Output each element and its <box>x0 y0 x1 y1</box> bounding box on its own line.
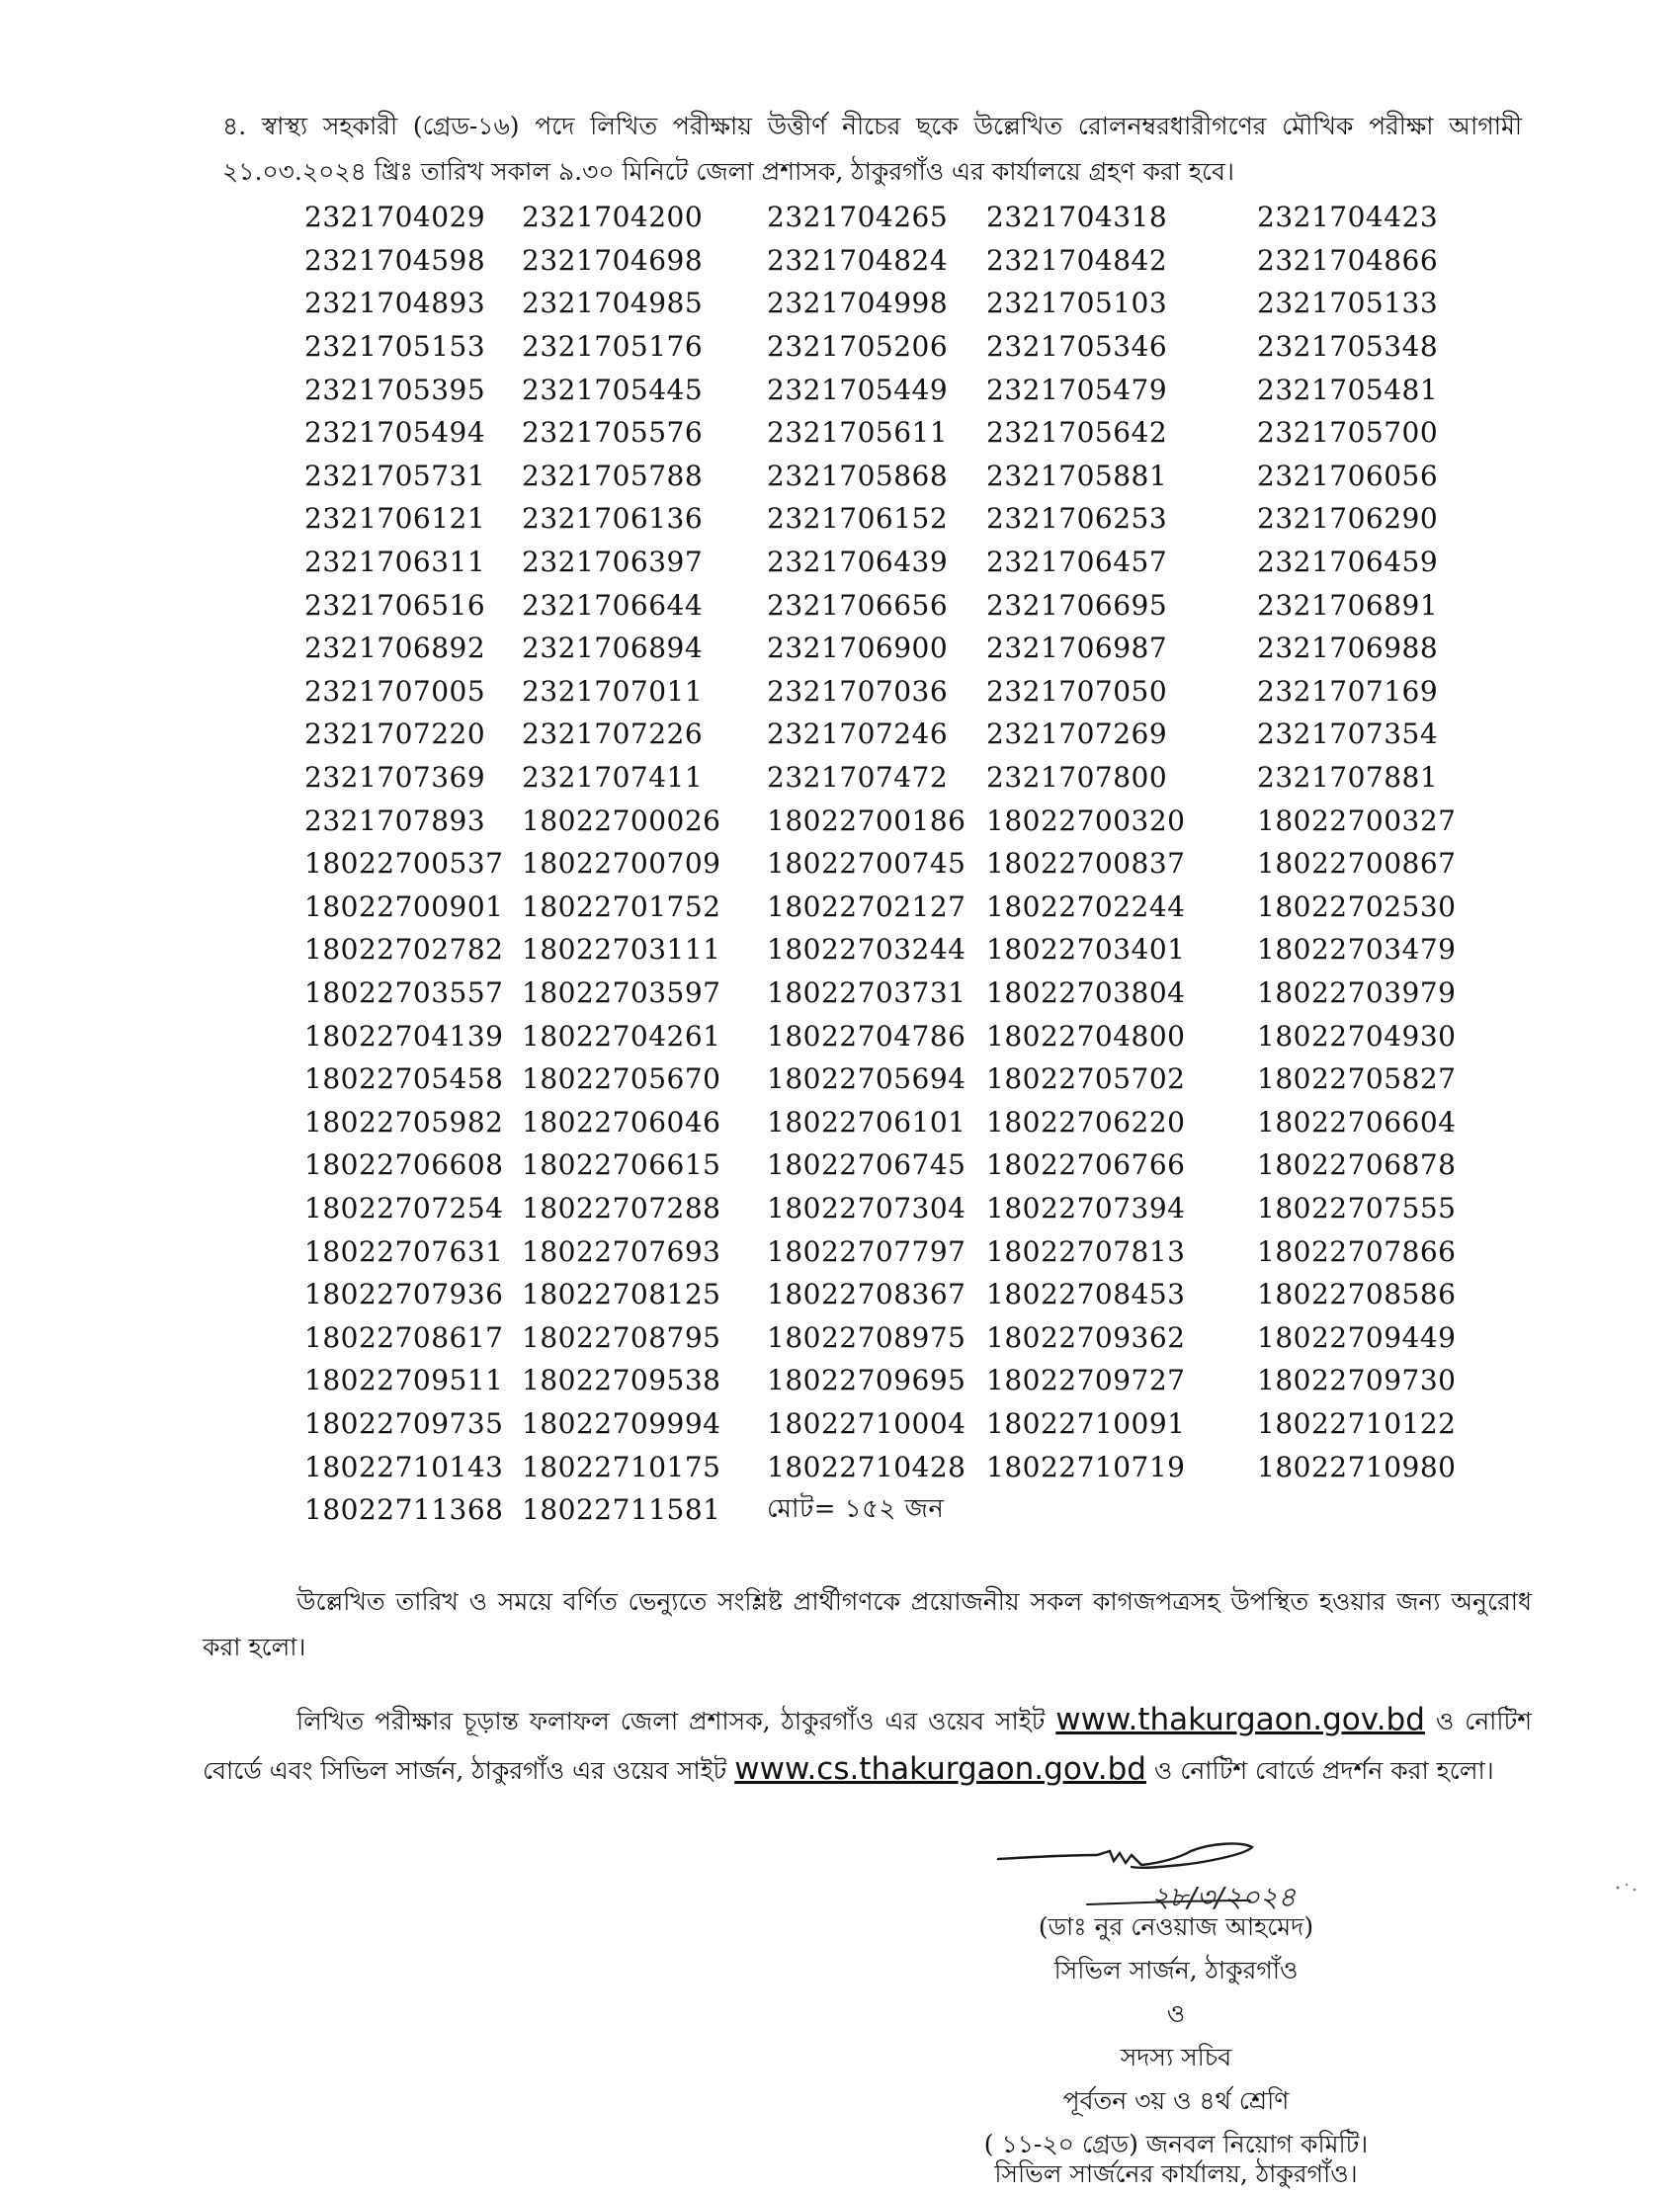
roll-number: 18022709994 <box>522 1406 721 1440</box>
roll-number: 18022702782 <box>304 933 504 967</box>
roll-number: 18022705694 <box>767 1062 966 1096</box>
roll-number: 2321705348 <box>1257 330 1439 364</box>
roll-number: 18022702244 <box>986 889 1186 923</box>
roll-number: 2321706056 <box>1257 459 1439 492</box>
roll-row <box>304 1229 1470 1273</box>
roll-number-table <box>304 196 1470 1531</box>
total-count: মোট= ১৫২ জন <box>767 1493 945 1524</box>
roll-number: 2321705449 <box>767 373 949 406</box>
roll-number: 2321706656 <box>767 588 949 622</box>
roll-row <box>304 325 1470 369</box>
roll-number: 2321705731 <box>304 459 486 492</box>
roll-number: 18022709362 <box>986 1320 1186 1354</box>
roll-number: 18022705670 <box>522 1062 721 1096</box>
roll-number: 2321705103 <box>986 287 1168 320</box>
roll-number: 18022700837 <box>986 847 1186 881</box>
roll-number: 18022711581 <box>522 1493 721 1527</box>
dc-website-link[interactable]: www.thakurgaon.gov.bd <box>1055 1702 1425 1737</box>
roll-number: 18022707693 <box>522 1234 721 1268</box>
cs-website-link[interactable]: www.cs.thakurgaon.gov.bd <box>734 1751 1146 1787</box>
roll-number: 2321706457 <box>986 546 1168 579</box>
roll-number: 2321706644 <box>522 588 704 622</box>
roll-number: 2321705481 <box>1257 373 1439 406</box>
roll-row <box>304 196 1470 239</box>
roll-number: 2321705206 <box>767 330 949 364</box>
roll-number: 2321704698 <box>522 243 704 277</box>
roll-number: 18022707254 <box>304 1191 504 1225</box>
roll-number: 18022705982 <box>304 1105 504 1139</box>
roll-number: 2321706152 <box>767 502 949 536</box>
roll-number: 18022708367 <box>767 1278 966 1311</box>
signature-block <box>909 1905 1443 2166</box>
roll-number: 18022703111 <box>522 933 721 967</box>
roll-number: 2321704029 <box>304 201 486 234</box>
roll-number: 2321705788 <box>522 459 704 492</box>
roll-number: 2321706891 <box>1257 588 1439 622</box>
roll-number: 18022708586 <box>1257 1278 1457 1311</box>
roll-number: 18022704930 <box>1257 1019 1457 1053</box>
roll-number: 18022700745 <box>767 847 966 881</box>
roll-number: 18022700709 <box>522 847 721 881</box>
roll-number: 18022710143 <box>304 1450 504 1483</box>
roll-row <box>304 842 1470 886</box>
roll-number: 18022707797 <box>767 1234 966 1268</box>
publish-paragraph <box>203 1696 1532 1795</box>
roll-number: 2321706121 <box>304 502 486 536</box>
roll-number: 2321707800 <box>986 761 1168 795</box>
roll-number: 2321706290 <box>1257 502 1439 536</box>
roll-number: 18022709449 <box>1257 1320 1457 1354</box>
roll-number: 18022708795 <box>522 1320 721 1354</box>
roll-number: 2321707220 <box>304 718 486 751</box>
roll-number: 2321705611 <box>767 416 949 450</box>
roll-number: 2321707246 <box>767 718 949 751</box>
roll-row <box>304 541 1470 584</box>
roll-number: 2321704866 <box>1257 243 1439 277</box>
roll-number: 2321705346 <box>986 330 1168 364</box>
roll-number: 18022700537 <box>304 847 504 881</box>
signature-date: ২৮/৩/২০২৪ <box>1151 1881 1297 1913</box>
roll-number: 18022706604 <box>1257 1105 1457 1139</box>
roll-number: 18022704139 <box>304 1019 504 1053</box>
roll-number: 2321706516 <box>304 588 486 622</box>
roll-number: 18022709695 <box>767 1364 966 1397</box>
office-line-cut-off: সিভিল সার্জনের কার্যালয়, ঠাকুরগাঁও। <box>994 2159 1358 2188</box>
roll-number: 18022703979 <box>1257 975 1457 1009</box>
roll-number: 2321707169 <box>1257 674 1439 708</box>
roll-number: 18022706878 <box>1257 1148 1457 1182</box>
roll-number: 18022703557 <box>304 975 504 1009</box>
roll-number: 18022706220 <box>986 1105 1186 1139</box>
roll-row <box>304 583 1470 627</box>
roll-number: 2321705494 <box>304 416 486 450</box>
roll-number: 18022700186 <box>767 803 966 837</box>
roll-row <box>304 411 1470 455</box>
roll-number: 2321706900 <box>767 632 949 665</box>
roll-number: 2321706892 <box>304 632 486 665</box>
roll-row <box>304 1100 1470 1143</box>
roll-row <box>304 1488 1470 1532</box>
roll-number: 18022707304 <box>767 1191 966 1225</box>
roll-number: 18022710004 <box>767 1406 966 1440</box>
roll-number: 18022710175 <box>522 1450 721 1483</box>
roll-row <box>304 1445 1470 1488</box>
roll-row <box>304 497 1470 541</box>
roll-number: 18022704786 <box>767 1019 966 1053</box>
roll-number: 18022706766 <box>986 1148 1186 1182</box>
roll-number: 2321704265 <box>767 201 949 234</box>
roll-number: 18022700026 <box>522 803 721 837</box>
roll-number: 18022707936 <box>304 1278 504 1311</box>
roll-number: 18022706608 <box>304 1148 504 1182</box>
roll-number: 18022708453 <box>986 1278 1186 1311</box>
roll-number: 18022700327 <box>1257 803 1457 837</box>
roll-number: 2321705445 <box>522 373 704 406</box>
roll-row <box>304 670 1470 714</box>
signatory-role: সদস্য সচিব <box>1120 2043 1232 2071</box>
roll-number: 2321704423 <box>1257 201 1439 234</box>
signatory-name: (ডাঃ নুর নেওয়াজ আহমেদ) <box>1038 1912 1314 1941</box>
roll-row <box>304 713 1470 756</box>
roll-number: 18022707866 <box>1257 1234 1457 1268</box>
roll-number: 2321706988 <box>1257 632 1439 665</box>
roll-number: 2321705479 <box>986 373 1168 406</box>
intro-paragraph: ৪. স্বাস্থ্য সহকারী (গ্রেড-১৬) পদে লিখিত পরীক্ষায় উত্তীর্ণ নীচের ছকে উল্লেখিত রোলনম্বরধারীগণের মৌখিক পরীক্ষা আগামী ২১.০৩.২০২৪ খ্রিঃ তারিখ সকাল ৯.৩০ মিনিটে জেলা প্রশাসক, ঠাকুরগাঁও এর কার্যালয়ে গ্রহণ করা হবে। <box>222 112 1522 186</box>
roll-number: 2321706253 <box>986 502 1168 536</box>
roll-number: 2321707354 <box>1257 718 1439 751</box>
roll-number: 2321705153 <box>304 330 486 364</box>
roll-number: 18022701752 <box>522 889 721 923</box>
roll-number: 18022707813 <box>986 1234 1186 1268</box>
roll-number: 2321704893 <box>304 287 486 320</box>
roll-number: 18022709511 <box>304 1364 504 1397</box>
roll-number: 2321706894 <box>522 632 704 665</box>
roll-number: 2321706311 <box>304 546 486 579</box>
roll-number: 18022708617 <box>304 1320 504 1354</box>
publish-text-1: লিখিত পরীক্ষার চূড়ান্ত ফলাফল জেলা প্রশাসক, ঠাকুরগাঁও এর ওয়েব সাইট <box>296 1707 1056 1735</box>
signatory-conjunction: ও <box>1166 1999 1186 2028</box>
publish-text-2: ও নোটিশ বোর্ডে এবং সিভিল সার্জন, ঠাকুরগাঁও এর ওয়েব সাইট <box>203 1707 1532 1785</box>
roll-number: 2321706459 <box>1257 546 1439 579</box>
roll-number: 18022709730 <box>1257 1364 1457 1397</box>
roll-row <box>304 1402 1470 1446</box>
roll-row <box>304 1057 1470 1101</box>
roll-number: 2321704842 <box>986 243 1168 277</box>
roll-number: 2321705868 <box>767 459 949 492</box>
roll-number: 18022700867 <box>1257 847 1457 881</box>
roll-number: 18022700320 <box>986 803 1186 837</box>
roll-number: 2321704200 <box>522 201 704 234</box>
roll-number: 18022709538 <box>522 1364 721 1397</box>
roll-number: 18022707631 <box>304 1234 504 1268</box>
roll-number: 18022710091 <box>986 1406 1186 1440</box>
roll-row <box>304 1143 1470 1187</box>
roll-number: 2321705700 <box>1257 416 1439 450</box>
roll-number: 18022711368 <box>304 1493 504 1527</box>
committee-line-1: পূর্বতন ৩য় ও ৪র্থ শ্রেণি <box>1062 2086 1290 2115</box>
roll-number: 18022703597 <box>522 975 721 1009</box>
roll-row <box>304 1187 1470 1230</box>
roll-number: 18022703804 <box>986 975 1186 1009</box>
roll-number: 18022702127 <box>767 889 966 923</box>
roll-number: 2321704318 <box>986 201 1168 234</box>
roll-number: 2321706695 <box>986 588 1168 622</box>
roll-number: 18022710980 <box>1257 1450 1457 1483</box>
committee-line-2: ( ১১-২০ গ্রেড) জনবল নিয়োগ কমিটি। <box>983 2130 1369 2158</box>
roll-row <box>304 627 1470 670</box>
roll-row <box>304 282 1470 325</box>
roll-row <box>304 455 1470 498</box>
roll-number: 2321707893 <box>304 803 486 837</box>
roll-number: 18022702530 <box>1257 889 1457 923</box>
roll-number: 2321705395 <box>304 373 486 406</box>
roll-number: 18022708975 <box>767 1320 966 1354</box>
roll-number: 2321704998 <box>767 287 949 320</box>
roll-number: 18022703731 <box>767 975 966 1009</box>
signatory-designation: সিভিল সার্জন, ঠাকুরগাঁও <box>1053 1956 1299 1985</box>
roll-number: 2321705176 <box>522 330 704 364</box>
roll-row <box>304 928 1470 971</box>
roll-number: 18022700901 <box>304 889 504 923</box>
roll-row <box>304 1359 1470 1402</box>
roll-row <box>304 971 1470 1015</box>
roll-number: 18022708125 <box>522 1278 721 1311</box>
roll-number: 2321706987 <box>986 632 1168 665</box>
roll-number: 2321705642 <box>986 416 1168 450</box>
roll-number: 2321706439 <box>767 546 949 579</box>
roll-number: 18022703401 <box>986 933 1186 967</box>
roll-number: 18022707288 <box>522 1191 721 1225</box>
roll-number: 18022707394 <box>986 1191 1186 1225</box>
roll-row <box>304 368 1470 411</box>
roll-number: 2321707050 <box>986 674 1168 708</box>
publish-text-3: ও নোটিশ বোর্ডে প্রদর্শন করা হলো। <box>1145 1756 1494 1785</box>
roll-row <box>304 1273 1470 1316</box>
roll-number: 18022709727 <box>986 1364 1186 1397</box>
roll-number: 18022710428 <box>767 1450 966 1483</box>
roll-number: 18022706046 <box>522 1105 721 1139</box>
roll-number: 2321707369 <box>304 761 486 795</box>
roll-number: 2321707881 <box>1257 761 1439 795</box>
roll-number: 18022706615 <box>522 1148 721 1182</box>
roll-number: 2321705133 <box>1257 287 1439 320</box>
roll-number: 2321705881 <box>986 459 1168 492</box>
roll-number: 2321707411 <box>522 761 704 795</box>
roll-row <box>304 239 1470 283</box>
roll-number: 18022710122 <box>1257 1406 1457 1440</box>
roll-number: 2321704598 <box>304 243 486 277</box>
roll-row <box>304 1014 1470 1057</box>
roll-number: 18022704261 <box>522 1019 721 1053</box>
roll-number: 18022705458 <box>304 1062 504 1096</box>
roll-row <box>304 799 1470 842</box>
roll-number: 2321707226 <box>522 718 704 751</box>
roll-number: 2321704824 <box>767 243 949 277</box>
roll-number: 2321706136 <box>522 502 704 536</box>
roll-number: 2321704985 <box>522 287 704 320</box>
roll-number: 18022703244 <box>767 933 966 967</box>
scan-speck <box>1613 1880 1642 1900</box>
roll-number: 2321707036 <box>767 674 949 708</box>
roll-number: 2321707011 <box>522 674 704 708</box>
roll-number: 18022705702 <box>986 1062 1186 1096</box>
roll-number: 2321706397 <box>522 546 704 579</box>
roll-row <box>304 756 1470 800</box>
roll-number: 2321707269 <box>986 718 1168 751</box>
roll-number: 2321705576 <box>522 416 704 450</box>
roll-number: 18022706745 <box>767 1148 966 1182</box>
roll-number: 2321707005 <box>304 674 486 708</box>
roll-number: 18022710719 <box>986 1450 1186 1483</box>
roll-number: 18022709735 <box>304 1406 504 1440</box>
roll-number: 18022703479 <box>1257 933 1457 967</box>
roll-number: 18022707555 <box>1257 1191 1457 1225</box>
instruction-paragraph: উল্লেখিত তারিখ ও সময়ে বর্ণিত ভেন্যুতে সংশ্লিষ্ট প্রার্থীগণকে প্রয়োজনীয় সকল কাগজপত্রসহ উপস্থিত হওয়ার জন্য অনুরোধ করা হলো। <box>203 1587 1532 1661</box>
roll-number: 18022706101 <box>767 1105 966 1139</box>
roll-row <box>304 886 1470 929</box>
roll-number: 18022705827 <box>1257 1062 1457 1096</box>
roll-number: 18022704800 <box>986 1019 1186 1053</box>
roll-row <box>304 1315 1470 1359</box>
roll-number: 2321707472 <box>767 761 949 795</box>
